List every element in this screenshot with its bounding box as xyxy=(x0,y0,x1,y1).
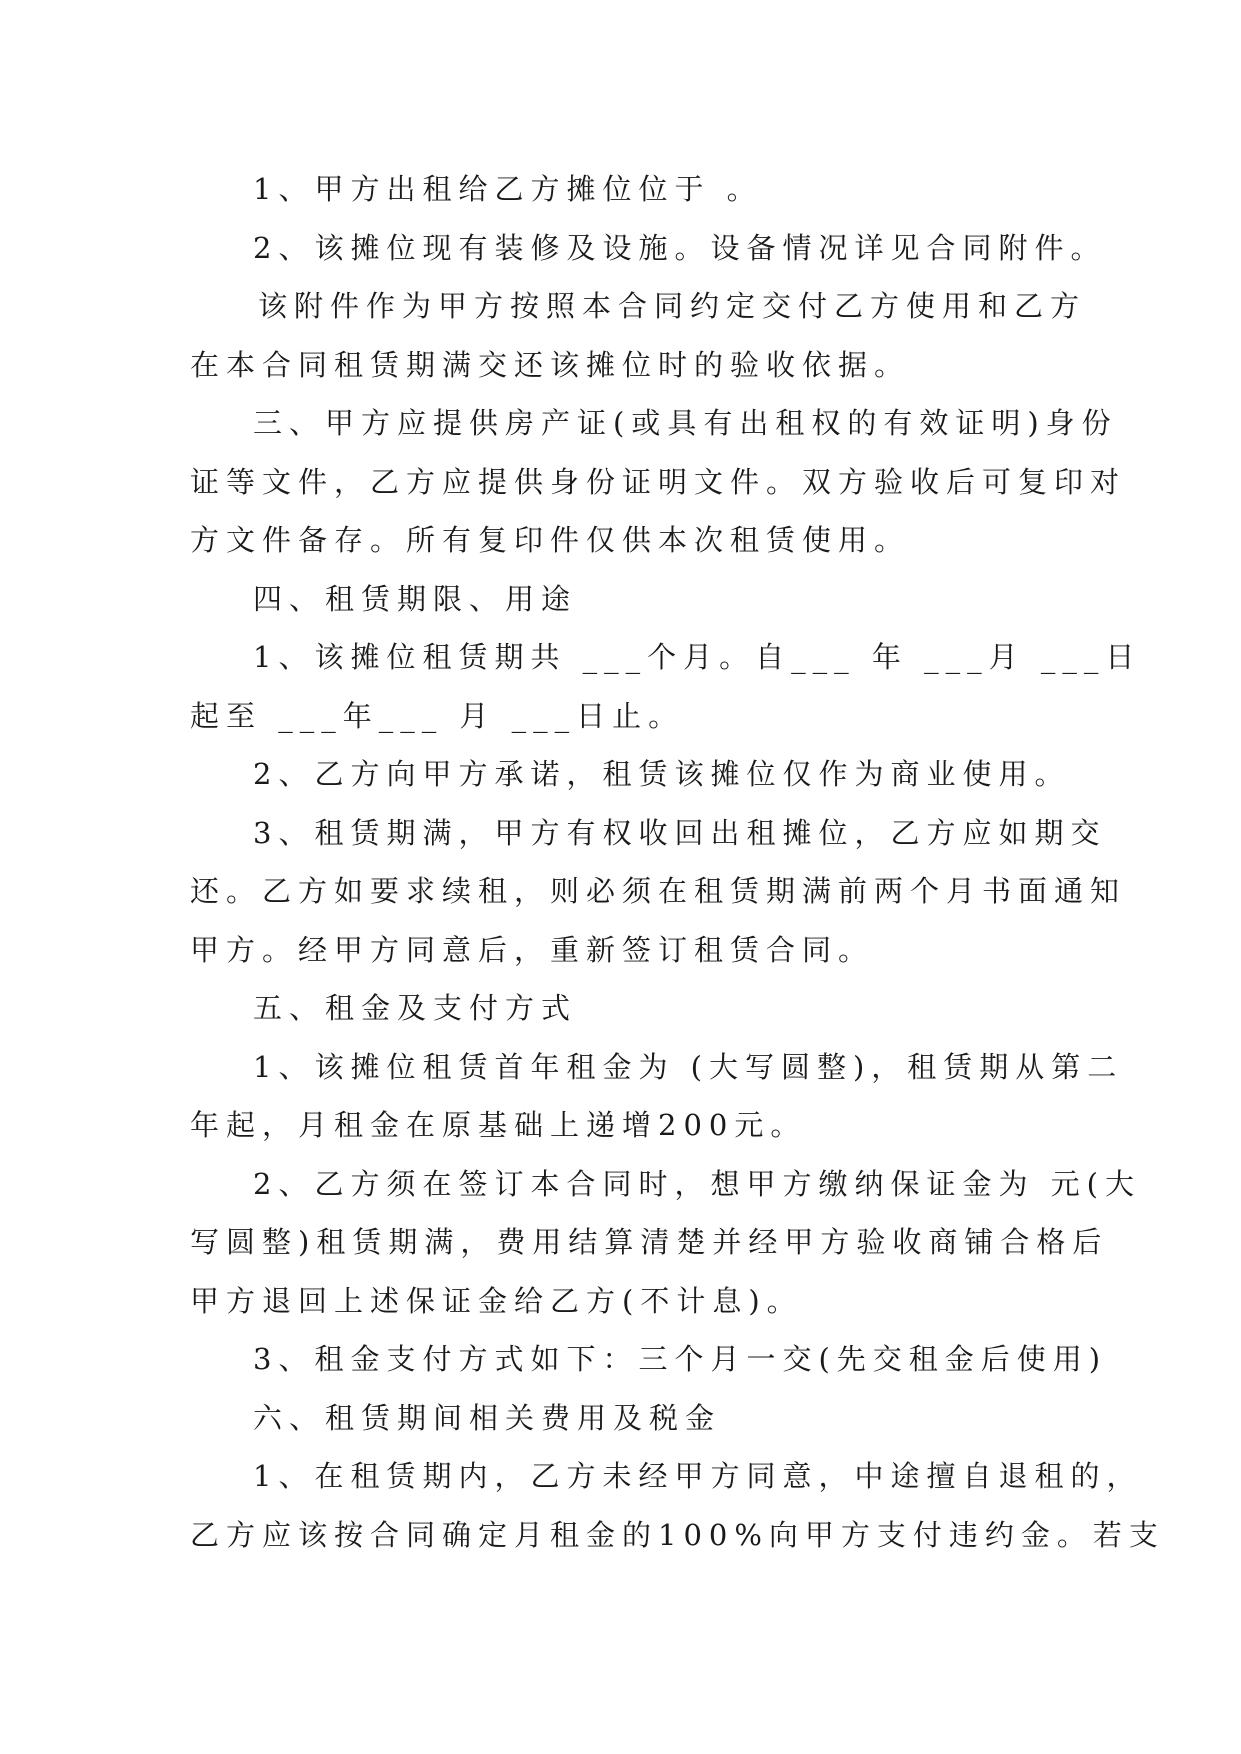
clause-line: 1、该摊位租赁首年租金为 (大写圆整)，租赁期从第二 xyxy=(253,1049,1124,1084)
clause-line: 证等文件，乙方应提供身份证明文件。双方验收后可复印对 xyxy=(190,464,1127,499)
clause-line: 3、租金支付方式如下：三个月一交(先交租金后使用) xyxy=(253,1342,1108,1376)
contract-body xyxy=(190,160,1165,1564)
clause-line: 甲方退回上述保证金给乙方(不计息)。 xyxy=(190,1283,803,1318)
clause-line: 2、该摊位现有装修及设施。设备情况详见合同附件。 xyxy=(253,230,1107,265)
clause-line: 1、在租赁期内，乙方未经甲方同意，中途擅自退租的， xyxy=(253,1459,1143,1493)
clause-line: 1、该摊位租赁期共 ___个月。自___ 年 ___月 ___日 xyxy=(253,640,1142,674)
section-heading: 五、租金及支付方式 xyxy=(253,991,578,1025)
clause-line: 1、甲方出租给乙方摊位位于 。 xyxy=(253,172,763,206)
clause-line: 乙方应该按合同确定月租金的100%向甲方支付违约金。若支 xyxy=(190,1517,1165,1552)
clause-line: 3、租赁期满，甲方有权收回出租摊位，乙方应如期交 xyxy=(253,815,1107,850)
section-heading: 六、租赁期间相关费用及税金 xyxy=(253,1400,722,1435)
clause-line: 在本合同租赁期满交还该摊位时的验收依据。 xyxy=(190,347,911,382)
clause-line: 年起，月租金在原基础上递增200元。 xyxy=(190,1108,807,1142)
clause-line: 2、乙方向甲方承诺，租赁该摊位仅作为商业使用。 xyxy=(253,757,1071,791)
clause-line: 该附件作为甲方按照本合同约定交付乙方使用和乙方 xyxy=(258,289,1087,323)
section-heading: 三、甲方应提供房产证(或具有出租权的有效证明)身份 xyxy=(253,406,1118,440)
clause-line: 甲方。经甲方同意后，重新签订租赁合同。 xyxy=(190,932,875,967)
clause-line: 还。乙方如要求续租，则必须在租赁期满前两个月书面通知 xyxy=(190,874,1127,908)
clause-line: 2、乙方须在签订本合同时，想甲方缴纳保证金为 元(大 xyxy=(253,1166,1141,1201)
clause-line: 方文件备存。所有复印件仅供本次租赁使用。 xyxy=(190,523,911,557)
clause-line: 写圆整)租赁期满，费用结算清楚并经甲方验收商铺合格后 xyxy=(190,1225,1109,1259)
clause-line: 起至 ___年___ 月 ___日止。 xyxy=(190,698,685,733)
section-heading: 四、租赁期限、用途 xyxy=(253,581,578,616)
